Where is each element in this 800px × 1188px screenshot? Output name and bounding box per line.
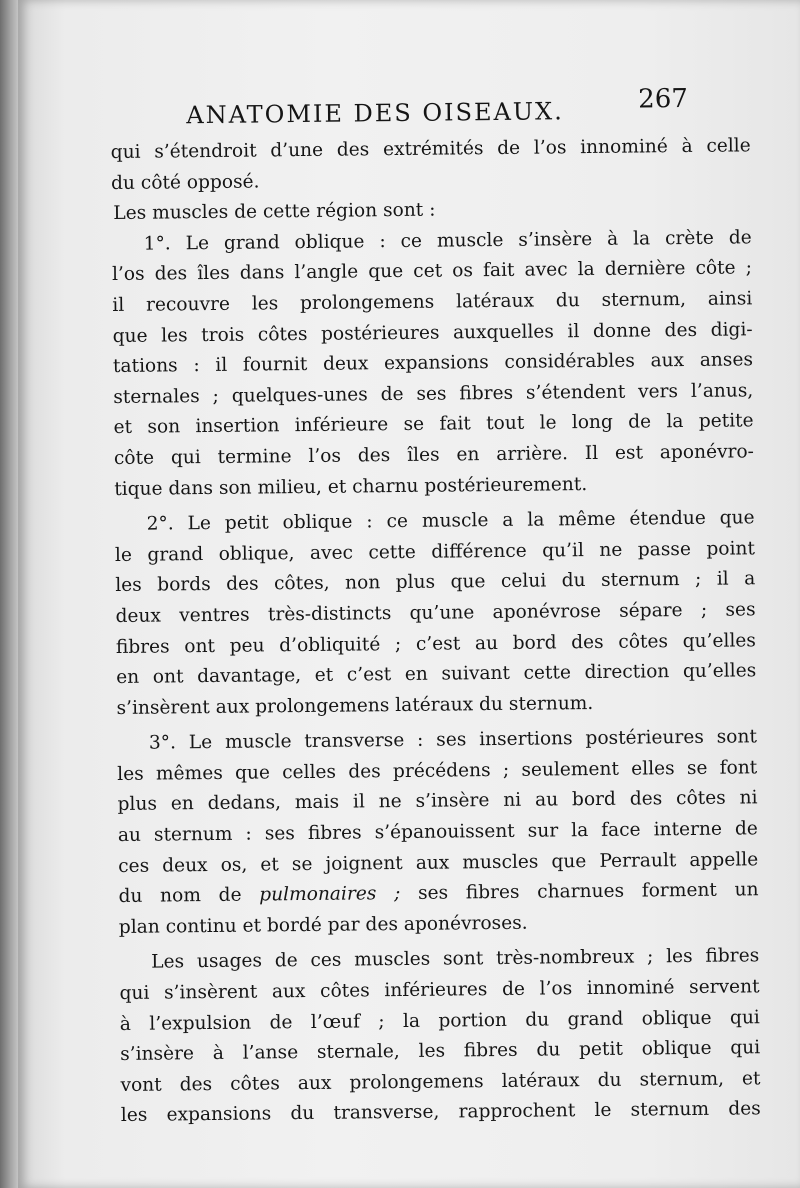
italic-term-pulmonaires: pulmonaires ;	[259, 883, 401, 906]
text-line-5: l’os des îles dans l’angle que cet os fait avec la dernière côte ;	[111, 257, 753, 286]
text-line-10: et son insertion inférieure se fait tout le long de la petite	[113, 410, 754, 439]
text-line-3: Les muscles de cette région sont :	[113, 199, 436, 225]
text-line-29: à l’expulsion de l’œuf ; la portion du grand oblique qui	[119, 1006, 760, 1035]
text-line-4: 1°. Le grand oblique : ce muscle s’insère à la crète de	[143, 227, 752, 255]
page-text-block	[110, 75, 761, 1162]
text-line-15: les bords des côtes, non plus que celui du sternum ; il a	[115, 568, 756, 597]
running-title: ANATOMIE DES OISEAUX.	[186, 97, 564, 130]
text-line-2: du côté opposé.	[110, 171, 260, 194]
text-line-14: le grand oblique, avec cette différence qu’il ne passe point	[114, 537, 756, 566]
text-line-25-end: ses fibres charnues forment un	[417, 879, 759, 905]
text-line-24: ces deux os, et se joignent aux muscles que Perrault appelle	[118, 848, 759, 877]
text-line-16: deux ventres très-distincts qu’une aponévrose sépare ; ses	[115, 599, 756, 627]
text-line-20: 3°. Le muscle transverse : ses insertions postérieures sont	[148, 726, 758, 754]
text-line-21: les mêmes que celles des précédens ; seulement elles se font	[117, 757, 758, 785]
page-number: 267	[638, 83, 689, 115]
text-line-19: s’insèrent aux prolongemens latéraux du sternum.	[116, 692, 594, 719]
text-line-23: au sternum : ses fibres s’épanouissent sur la face interne de	[117, 818, 758, 847]
text-line-11: côte qui termine l’os des îles en arrière. Il est aponévro-	[113, 441, 755, 469]
text-line-27: Les usages de ces muscles sont très-nombreux ; les fibres	[151, 945, 760, 974]
text-line-22: plus en dedans, mais il ne s’insère ni au bord des côtes ni	[117, 787, 758, 816]
text-line-17: fibres ont peu d’obliquité ; c’est au bord des côtes qu’elles	[115, 629, 756, 658]
text-line-9: sternales ; quelques-unes de ses fibres s’étendent vers l’anus,	[113, 380, 754, 408]
text-line-32: les expansions du transverse, rapprochent le sternum des	[120, 1098, 761, 1127]
text-line-28: qui s’insèrent aux côtes inférieures de l’os innominé servent	[119, 976, 760, 1004]
text-line-7: que les trois côtes postérieures auxquelles il donne des digi-	[112, 318, 753, 347]
text-line-25-start: du nom de	[118, 884, 242, 908]
text-line-13: 2°. Le petit oblique : ce muscle a la même étendue que	[146, 507, 755, 535]
text-line-12: tique dans son milieu, et charnu postérieurement.	[114, 473, 588, 500]
text-line-30: s’insère à l’anse sternale, les fibres du petit oblique qui	[120, 1037, 761, 1066]
text-line-8: tations : il fournit deux expansions considérables aux anses	[112, 349, 754, 378]
text-line-6: il recouvre les prolongemens latéraux du sternum, ainsi	[112, 288, 753, 316]
text-line-18: en ont davantage, et c’est en suivant cette direction qu’elles	[116, 660, 757, 689]
text-line-31: vont des côtes aux prolongemens latéraux du sternum, et	[120, 1068, 761, 1096]
book-gutter-shadow	[0, 0, 18, 1188]
book-page	[18, 0, 800, 1188]
text-line-26: plan continu et bordé par des aponévroses.	[118, 912, 528, 938]
text-line-1: qui s’étendroit d’une des extrémités de l’os innominé à celle	[110, 135, 751, 163]
page-header	[110, 75, 751, 138]
